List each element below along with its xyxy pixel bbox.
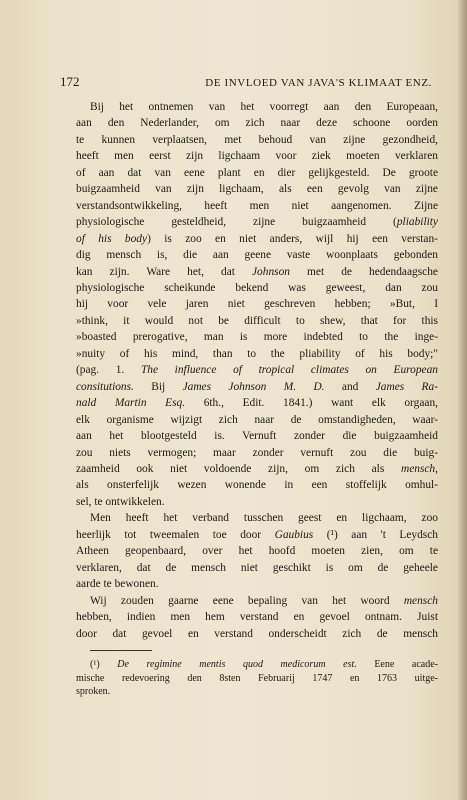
- italic-name: Johnson: [252, 265, 290, 278]
- text-line: aan het blootgesteld is. Vernuft zonder die buigzaamheid: [76, 430, 438, 443]
- text-line: [76, 461, 438, 477]
- text-line: of aan dat van eene plant en dier gelijkgesteld. De groote: [76, 166, 438, 179]
- italic-name: nald Martin Esq.: [76, 397, 186, 410]
- text-line: dig mensch is, die aan geene vaste woonplaats gebonden: [76, 249, 438, 262]
- text-span: ,: [435, 462, 438, 475]
- footnote-reference: (¹) aan 't Leydsch: [313, 528, 438, 541]
- text-span: Wij zouden gaarne eene bepaling van het woord: [90, 594, 404, 607]
- footnote-rule: [90, 650, 152, 651]
- running-header: [60, 74, 432, 90]
- footnote-marker: (¹): [90, 659, 118, 670]
- text-line: [76, 379, 438, 395]
- text-line: [76, 593, 438, 609]
- text-line: [76, 395, 438, 411]
- text-line: [76, 264, 438, 280]
- footnote-line: mische redevoering den 8sten Februarij 1747 en 1763 uitge-: [76, 672, 438, 684]
- text-span: heerlijk tot tweemalen toe door: [76, 528, 275, 541]
- italic-name: James Ra-: [375, 380, 438, 393]
- italic-title: consitutions.: [76, 380, 134, 393]
- footnote: [76, 658, 438, 699]
- italic-term: mensch: [403, 594, 438, 607]
- text-line: verstandsontwikkeling, heeft men niet aangenomen. Zijne: [76, 199, 438, 212]
- text-line: [76, 362, 438, 378]
- text-line: verklaren, dat de mensch niet geschikt is om de geheele: [76, 561, 438, 574]
- text-line: [76, 231, 438, 247]
- text-line: te kunnen verplaatsen, met behoud van zijne gezondheid,: [76, 133, 438, 146]
- text-line: door dat gevoel en verstand onderscheidt zich de mensch: [76, 627, 438, 640]
- text-line: »boasted prerogative, man is more indebted to the inge-: [76, 331, 438, 344]
- text-line: physiologische scheikunde bekend was geweest, dan zou: [76, 281, 438, 294]
- text-line: zou niets vermogen; maar zonder vernuft zou die buig-: [76, 446, 438, 459]
- text-span: 6th., Edit. 1841.) want elk orgaan,: [185, 397, 438, 410]
- text-line: als onsterfelijk wezen wonende in een stoffelijk omhul-: [76, 479, 438, 492]
- italic-term: pliability: [396, 216, 438, 229]
- text-line: »nuity of his mind, than to the pliability of his body;": [76, 347, 438, 360]
- text-line: aan den Nederlander, om zich naar deze schoone oorden: [76, 117, 438, 130]
- page-number: 172: [60, 74, 80, 89]
- italic-term: mensch: [400, 462, 436, 475]
- text-span: Bij: [133, 380, 183, 393]
- text-line: »think, it would not be difficult to shew, that for this: [76, 314, 438, 327]
- text-line: buigzaamheid van zijn ligchaam, als een gevolg van zijne: [76, 183, 438, 196]
- italic-term: of his body: [76, 232, 148, 245]
- text-span: kan zijn. Ware het, dat: [76, 265, 252, 278]
- italic-name: Gaubius: [274, 528, 314, 541]
- footnote-line: [76, 658, 438, 672]
- italic-title: The influence of tropical climates on European: [140, 364, 438, 377]
- text-line: Bij het ontnemen van het voorregt aan den Europeaan,: [90, 101, 438, 113]
- text-line: hebben, indien men hem verstand en gevoel ontnam. Juist: [76, 611, 438, 624]
- text-line: Men heeft het verband tusschen geest en ligchaam, zoo: [90, 512, 438, 525]
- running-title: DE INVLOED VAN JAVA'S KLIMAAT ENZ.: [205, 77, 432, 89]
- text-span: ) is zoo en niet anders, wijl hij een verstan-: [147, 232, 438, 245]
- text-line: heeft men eerst zijn ligchaam voor ziek moeten verklaren: [76, 150, 438, 163]
- italic-name: James Johnson M. D.: [182, 380, 325, 393]
- text-line: hij voor vele jaren niet geschreven hebben; »But, I: [76, 298, 438, 311]
- footnote-line: sproken.: [76, 686, 111, 697]
- text-span: physiologische gesteldheid, zijne buigzaamheid (: [76, 216, 397, 229]
- text-line: elk organisme wijzigt zich naar de omstandigheden, waar-: [76, 413, 438, 426]
- main-text: [76, 99, 438, 642]
- text-span: zaamheid ook niet voldoende zijn, om zich als: [76, 462, 401, 475]
- italic-title: De regimine mentis quod medicorum est.: [117, 659, 357, 670]
- text-line: [76, 527, 438, 543]
- text-span: (pag. 1.: [76, 364, 141, 377]
- text-line: [76, 214, 438, 230]
- text-line: sel, te ontwikkelen.: [76, 495, 165, 508]
- text-span: met de hedendaagsche: [289, 265, 438, 278]
- text-line: Atheen geopenbaard, over het hoofd moeten zien, om te: [76, 545, 438, 558]
- text-line: aarde te bewonen.: [76, 578, 159, 591]
- text-span: and: [324, 380, 376, 393]
- text-span: Eene acade-: [356, 659, 438, 670]
